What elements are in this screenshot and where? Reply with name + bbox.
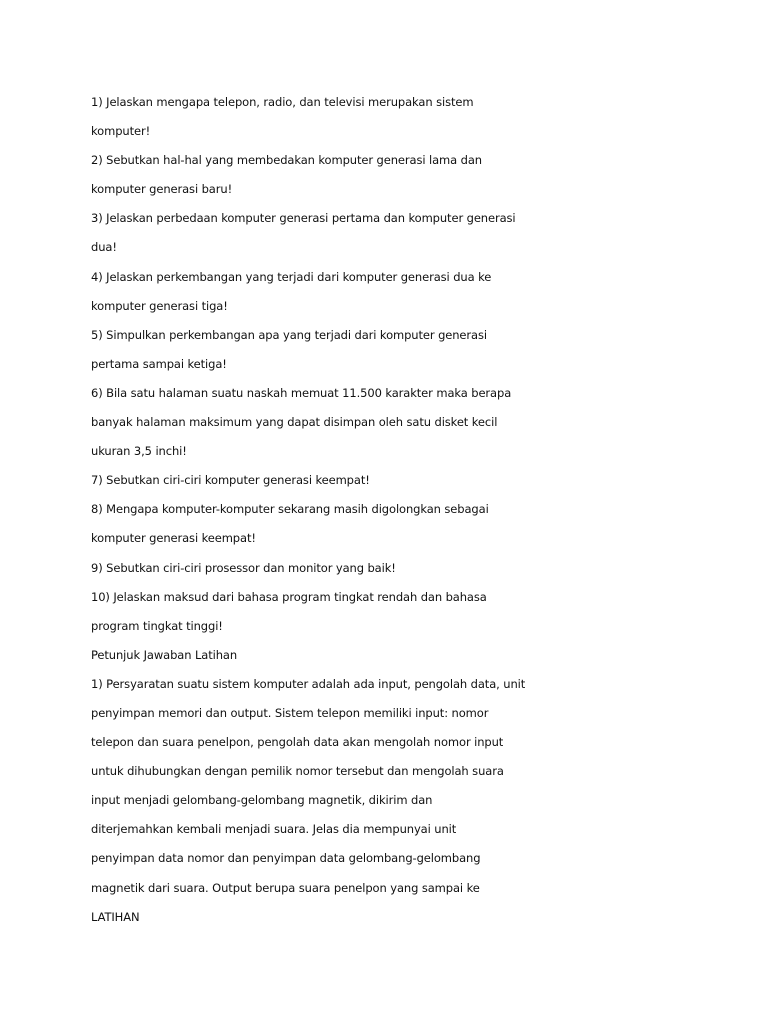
- text-line: diterjemahkan kembali menjadi suara. Jelas dia mempunyai unit: [91, 822, 457, 837]
- text-line: banyak halaman maksimum yang dapat disimpan oleh satu disket kecil: [91, 415, 498, 430]
- text-line: penyimpan memori dan output. Sistem telepon memiliki input: nomor: [91, 705, 489, 720]
- text-line: program tingkat tinggi!: [91, 618, 223, 633]
- text-line: penyimpan data nomor dan penyimpan data gelombang-gelombang: [91, 851, 481, 866]
- text-line: 9) Sebutkan ciri-ciri prosessor dan monitor yang baik!: [91, 560, 396, 575]
- footer-label: LATIHAN: [91, 909, 140, 924]
- section-heading: Petunjuk Jawaban Latihan: [91, 647, 238, 662]
- text-line: 5) Simpulkan perkembangan apa yang terjadi dari komputer generasi: [91, 327, 487, 342]
- text-line: 1) Persyaratan suatu sistem komputer adalah ada input, pengolah data, unit: [91, 676, 526, 691]
- text-line: pertama sampai ketiga!: [91, 356, 227, 371]
- text-line: 3) Jelaskan perbedaan komputer generasi pertama dan komputer generasi: [91, 211, 516, 226]
- text-line: 8) Mengapa komputer-komputer sekarang masih digolongkan sebagai: [91, 502, 489, 517]
- text-line: 4) Jelaskan perkembangan yang terjadi dari komputer generasi dua ke: [91, 269, 492, 284]
- text-line: ukuran 3,5 inchi!: [91, 444, 187, 459]
- text-line: 7) Sebutkan ciri-ciri komputer generasi keempat!: [91, 473, 370, 488]
- text-line: dua!: [91, 240, 117, 255]
- text-line: 2) Sebutkan hal-hal yang membedakan komputer generasi lama dan: [91, 153, 482, 168]
- text-line: komputer generasi baru!: [91, 182, 233, 197]
- text-line: 10) Jelaskan maksud dari bahasa program tingkat rendah dan bahasa: [91, 589, 487, 604]
- text-line: 6) Bila satu halaman suatu naskah memuat 11.500 karakter maka berapa: [91, 385, 512, 400]
- text-line: komputer generasi keempat!: [91, 531, 256, 546]
- text-line: magnetik dari suara. Output berupa suara penelpon yang sampai ke: [91, 880, 480, 895]
- document-page: [91, 88, 531, 932]
- text-line: 1) Jelaskan mengapa telepon, radio, dan televisi merupakan sistem: [91, 95, 474, 109]
- text-line: untuk dihubungkan dengan pemilik nomor tersebut dan mengolah suara: [91, 764, 504, 779]
- text-line: input menjadi gelombang-gelombang magnetik, dikirim dan: [91, 793, 433, 808]
- text-line: komputer generasi tiga!: [91, 298, 228, 313]
- text-line: telepon dan suara penelpon, pengolah data akan mengolah nomor input: [91, 735, 504, 750]
- text-line: komputer!: [91, 124, 151, 139]
